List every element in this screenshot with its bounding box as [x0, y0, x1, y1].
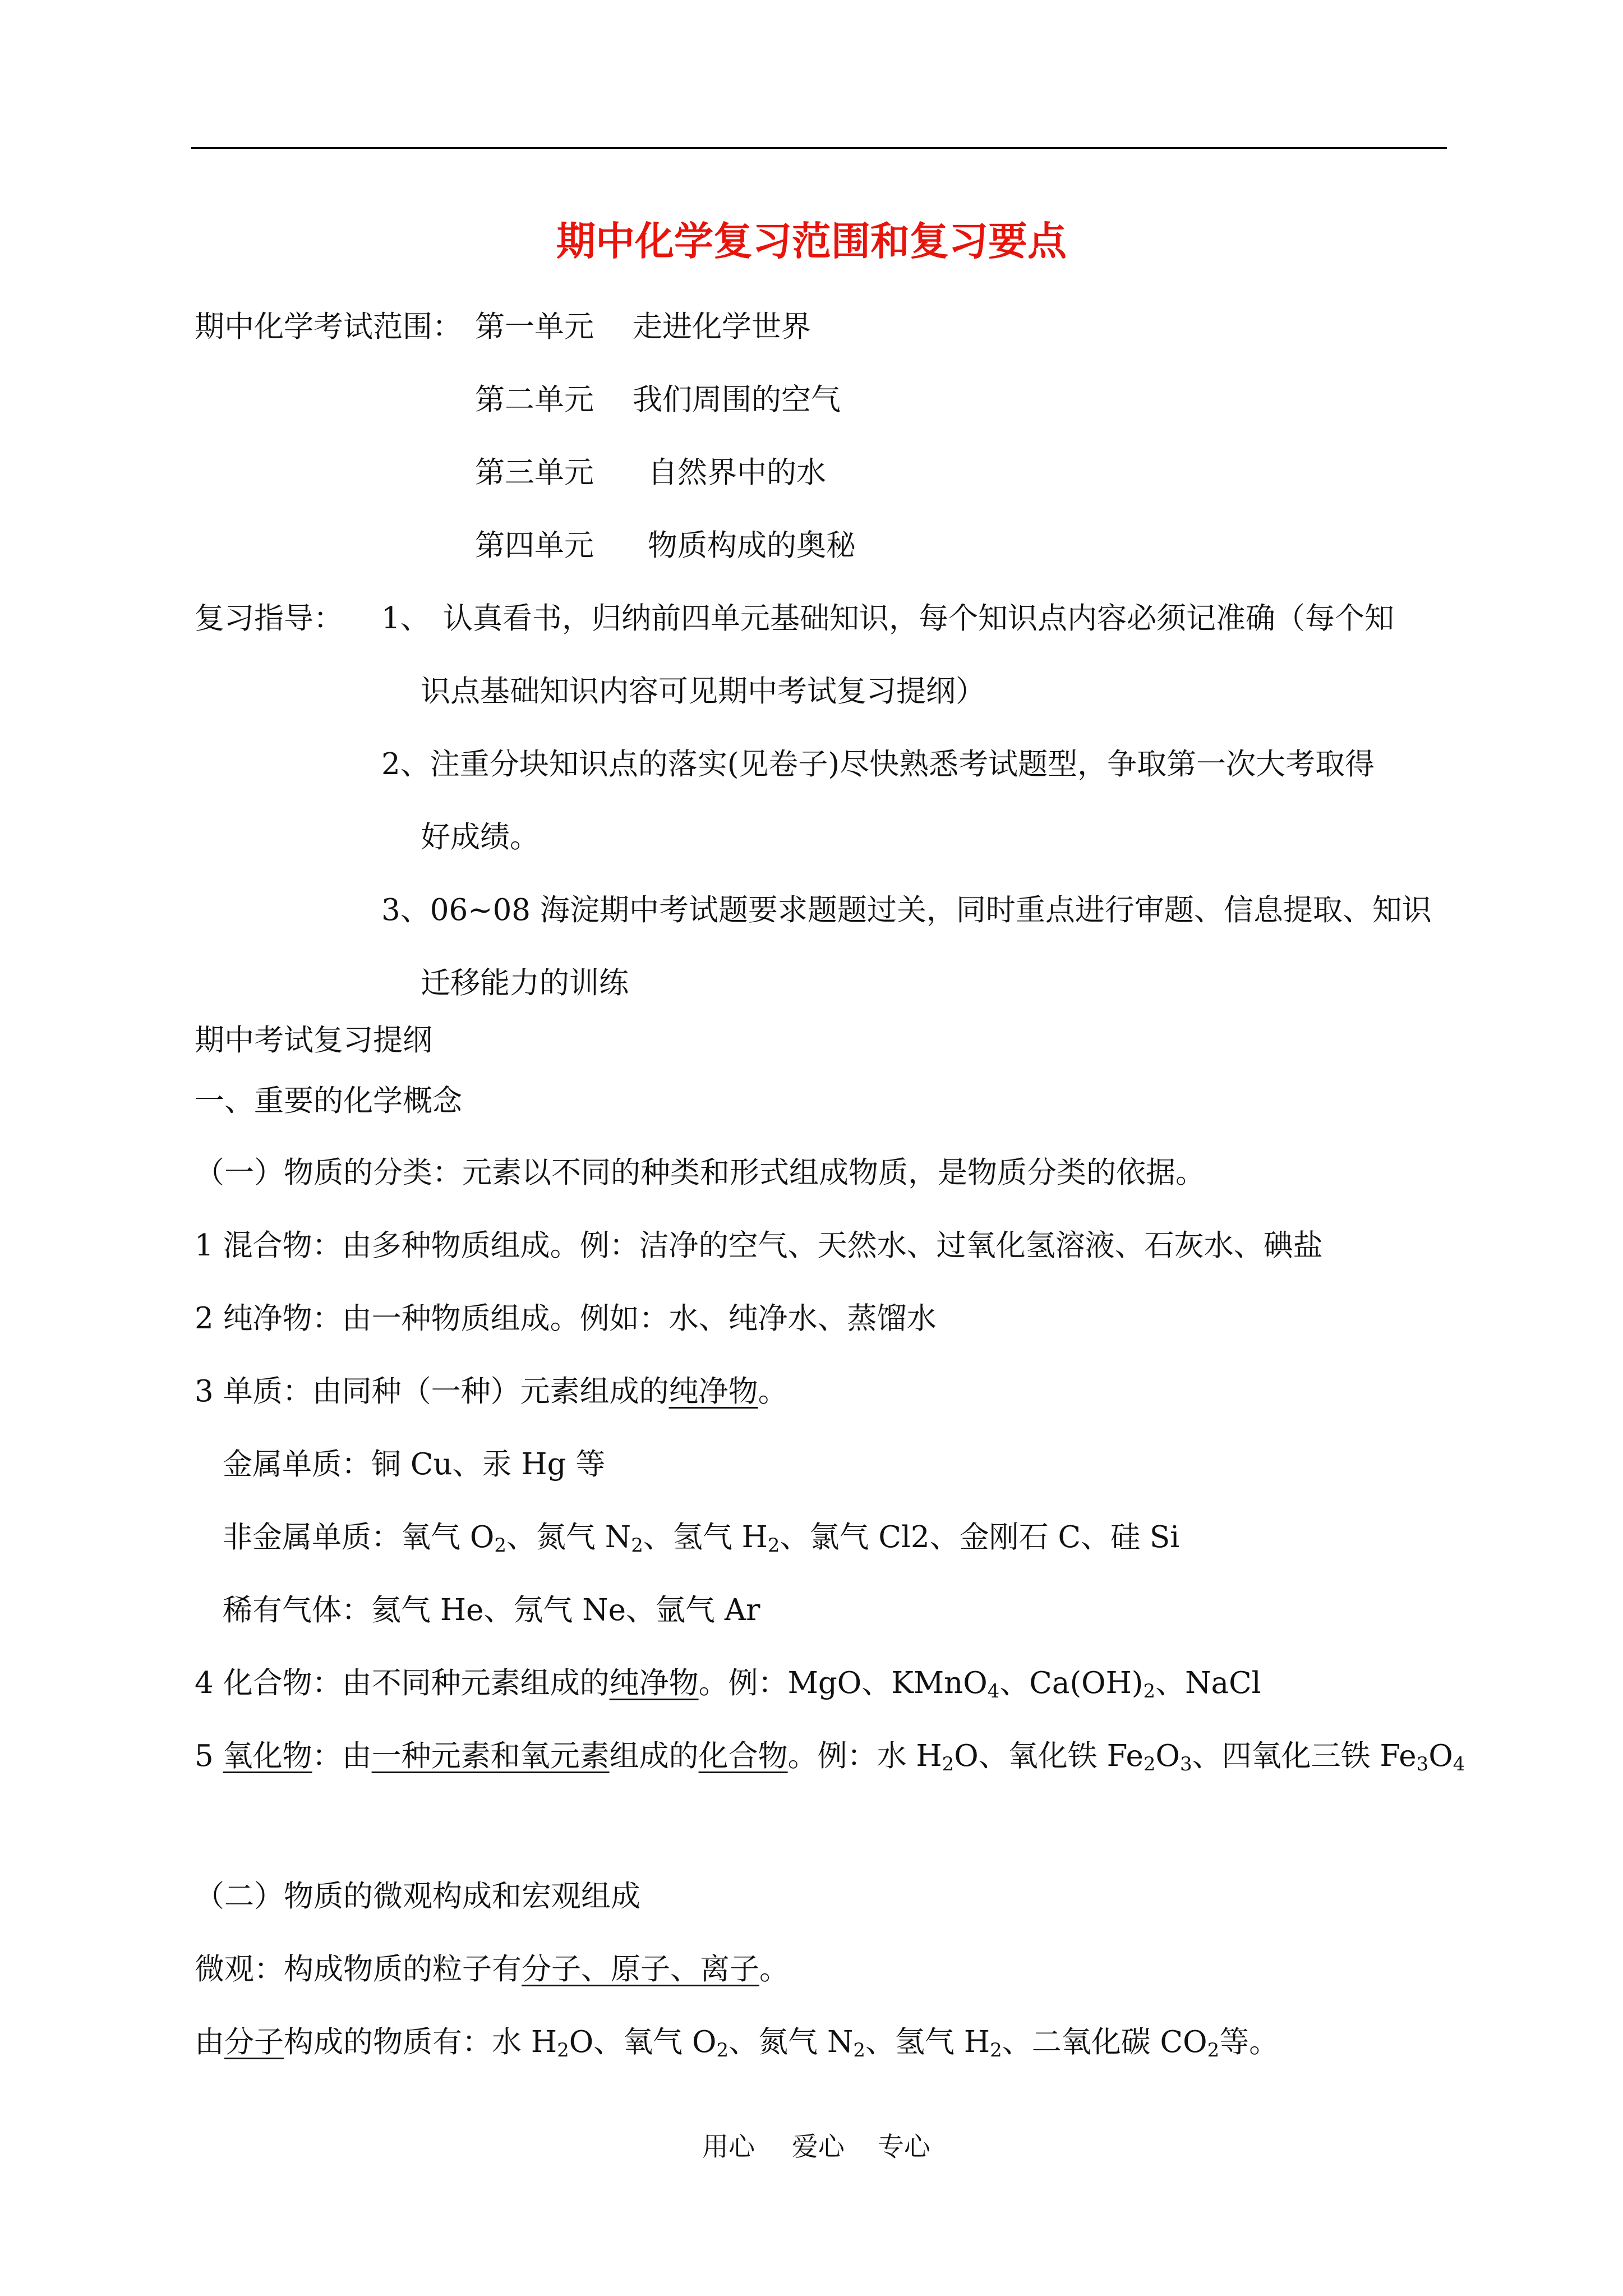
footer-text-3: 专心 [878, 2132, 930, 2162]
mixture-definition: 1 混合物：由多种物质组成。例：洁净的空气、天然水、过氧化氢溶液、石灰水、碘盐 [195, 1228, 1323, 1263]
guide-item-1-line-1: 认真看书，归纳前四单元基础知识，每个知识点内容必须记准确（每个知 [443, 601, 1394, 636]
guide-item-3-line-1: 3、06~08 海淀期中考试题要求题题过关，同时重点进行审题、信息提取、知识 [381, 893, 1432, 927]
microscopic-particles: 微观：构成物质的粒子有分子、原子、离子。 [195, 1952, 789, 1986]
footer-text-1: 用心 [702, 2132, 755, 2162]
oxide-definition: 5 氧化物：由一种元素和氧元素组成的化合物。例：水 $H_2O$、氧化铁 $Fe_2O_3$、四氧化三铁 $Fe_3O_4$ [195, 1739, 1465, 1775]
noble-gases: 稀有气体：氦气 He、氖气 Ne、氩气 Ar [223, 1593, 760, 1627]
unit-4-name: 第四单元 [475, 528, 594, 563]
guide-item-1-number: 1、 [381, 601, 430, 636]
unit-2-topic: 我们周围的空气 [633, 383, 841, 417]
guide-label: 复习指导： [195, 601, 343, 636]
molecular-substances: 由分子构成的物质有：水 $H_2O$、氧气 $O_2$、氮气 $N_2$、氢气 $H_2$、二氧化碳 $CO_2$等。 [195, 2025, 1279, 2062]
header-rule [191, 147, 1447, 149]
compound-definition: 4 化合物：由不同种元素组成的纯净物。例：MgO、KMnO$_4$、$Ca(OH)_2$、NaCl [195, 1666, 1261, 1703]
guide-item-2-line-2: 好成绩。 [421, 820, 540, 854]
subsection-1: （一）物质的分类：元素以不同的种类和形式组成物质，是物质分类的依据。 [195, 1156, 1205, 1190]
unit-1-name: 第一单元 [475, 310, 594, 344]
outline-title: 期中考试复习提纲 [195, 1023, 432, 1057]
unit-3-topic: 自然界中的水 [648, 455, 826, 490]
subsection-2: （二）物质的微观构成和宏观组成 [195, 1879, 640, 1913]
guide-item-2-line-1: 2、注重分块知识点的落实(见卷子)尽快熟悉考试题型，争取第一次大考取得 [381, 747, 1375, 781]
unit-1-topic: 走进化学世界 [633, 310, 811, 344]
metal-elements: 金属单质：铜 Cu、汞 Hg 等 [223, 1447, 606, 1481]
nonmetal-elements: 非金属单质：氧气 $O_2$、氮气 $N_2$、氢气 $H_2$、氯气 Cl2、金刚石 C、硅 Si [223, 1520, 1180, 1557]
unit-4-topic: 物质构成的奥秘 [648, 528, 856, 563]
unit-3-name: 第三单元 [475, 455, 594, 490]
unit-2-name: 第二单元 [475, 383, 594, 417]
pure-substance-definition: 2 纯净物：由一种物质组成。例如：水、纯净水、蒸馏水 [195, 1301, 937, 1336]
page-title: 期中化学复习范围和复习要点 [556, 218, 1067, 264]
section-1-heading: 一、重要的化学概念 [195, 1084, 462, 1118]
guide-item-3-line-2: 迁移能力的训练 [421, 966, 629, 1000]
guide-item-1-line-2: 识点基础知识内容可见期中考试复习提纲） [421, 674, 985, 708]
element-definition: 3 单质：由同种（一种）元素组成的纯净物。 [195, 1374, 788, 1409]
footer-text-2: 爱心 [792, 2132, 845, 2162]
scope-label: 期中化学考试范围： [195, 310, 462, 344]
